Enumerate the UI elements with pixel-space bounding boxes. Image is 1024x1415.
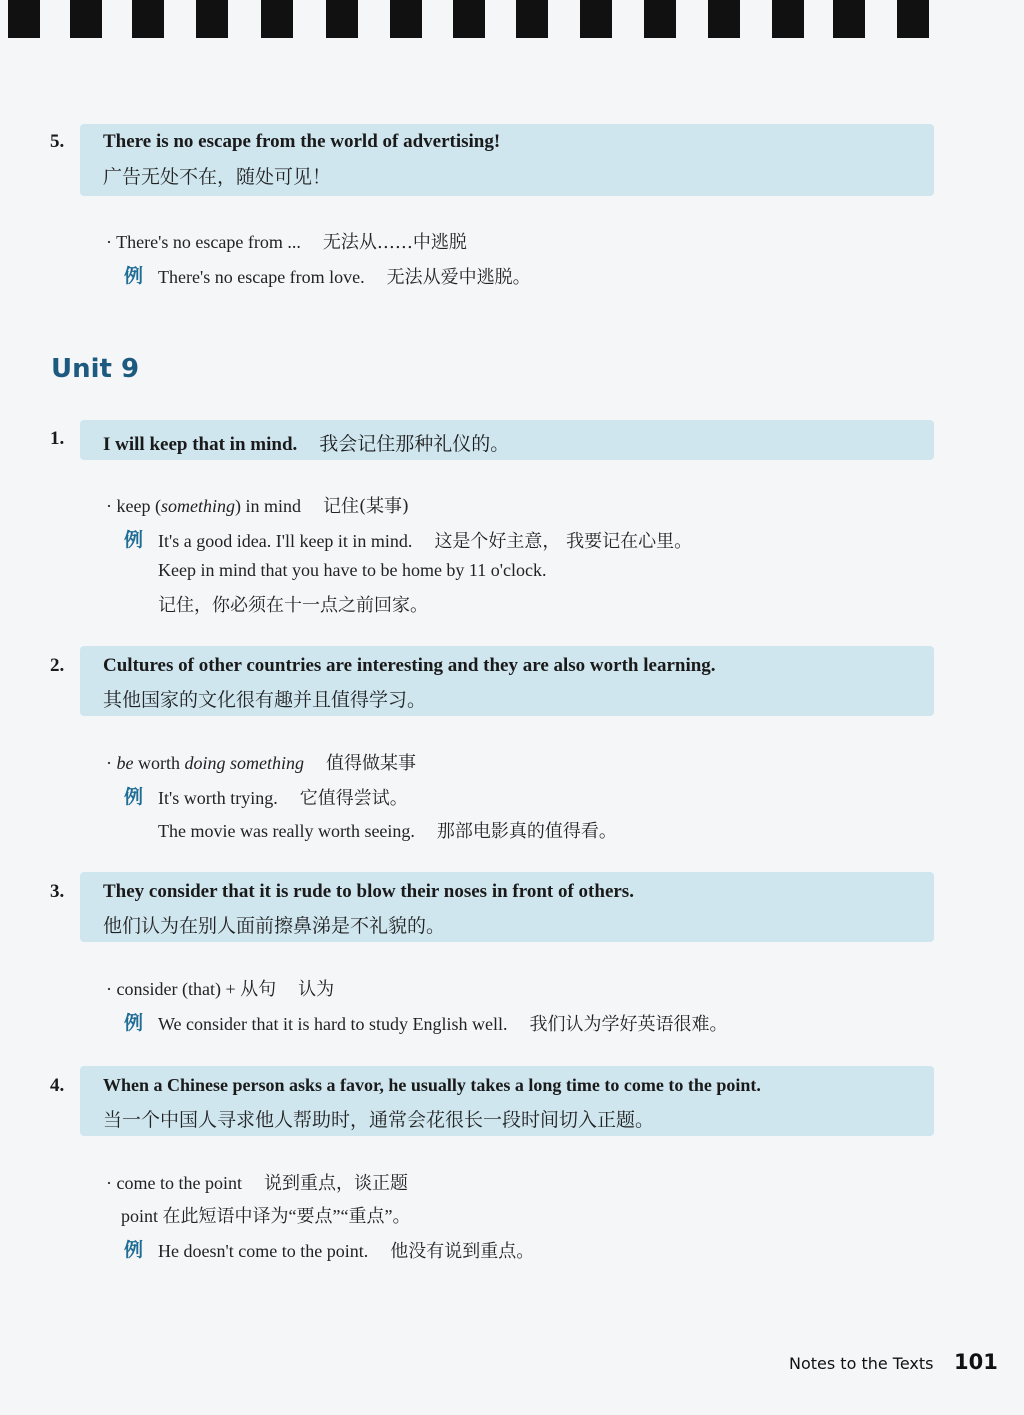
- note-number: 1.: [50, 428, 65, 449]
- note-sentence-band: [80, 872, 934, 942]
- sentence-english: I will keep that in mind. 我会记住那种礼仪的。: [103, 433, 510, 455]
- note-number: 5.: [50, 131, 65, 152]
- example-line: Keep in mind that you have to be home by 11 o'clock.: [158, 560, 547, 580]
- phrase: There's no escape from ...: [116, 232, 301, 252]
- sentence-english: There is no escape from the world of advertising!: [103, 131, 501, 152]
- example-marker: 例: [124, 529, 144, 551]
- phrase-line: · be worth doing something 值得做某事: [106, 753, 416, 774]
- note-line: point 在此短语中译为“要点”“重点”。: [121, 1206, 411, 1226]
- footer-section-label: Notes to the Texts: [789, 1354, 934, 1373]
- sentence-chinese: 当一个中国人寻求他人帮助时，通常会花很长一段时间切入正题。: [103, 1109, 655, 1131]
- example-marker: 例: [124, 786, 144, 808]
- example-line: He doesn't come to the point. 他没有说到重点。: [158, 1241, 535, 1262]
- note-sentence-band: [80, 124, 934, 196]
- page-number: 101: [954, 1350, 998, 1374]
- note-number: 2.: [50, 655, 65, 676]
- example-line: We consider that it is hard to study English well. 我们认为学好英语很难。: [158, 1014, 728, 1035]
- example-line: It's a good idea. I'll keep it in mind. 这是个好主意， 我要记在心里。: [158, 531, 693, 552]
- phrase-line: · keep (something) in mind 记住(某事): [106, 496, 410, 517]
- note-number: 3.: [50, 881, 65, 902]
- note-sentence-band: [80, 1066, 934, 1136]
- note-sentence-band: [80, 420, 934, 460]
- phrase-line: · consider (that) + 从句 认为: [106, 979, 335, 1000]
- example-marker: 例: [124, 1239, 144, 1261]
- note-number: 4.: [50, 1075, 65, 1096]
- sentence-chinese: 他们认为在别人面前擦鼻涕是不礼貌的。: [103, 915, 446, 937]
- sentence-english: Cultures of other countries are interesting and they are also worth learning.: [103, 655, 716, 676]
- example-line: The movie was really worth seeing. 那部电影真的值得看。: [158, 821, 617, 842]
- example-marker: 例: [124, 265, 144, 287]
- example-line: 记住，你必须在十一点之前回家。: [158, 595, 428, 616]
- example-marker: 例: [124, 1012, 144, 1034]
- note-sentence-band: [80, 646, 934, 716]
- sentence-chinese: 广告无处不在，随处可见！: [103, 166, 332, 188]
- sentence-chinese: 其他国家的文化很有趣并且值得学习。: [103, 689, 427, 711]
- phrase-translation: 无法从……中逃脱: [322, 232, 467, 253]
- phrase-line: · There's no escape from ... 无法从……中逃脱: [106, 232, 467, 253]
- sentence-english: They consider that it is rude to blow their noses in front of others.: [103, 881, 634, 902]
- example-line: There's no escape from love. 无法从爱中逃脱。: [158, 267, 531, 288]
- example-line: It's worth trying. 它值得尝试。: [158, 788, 408, 809]
- spiral-binding: [0, 0, 1024, 40]
- unit-heading: Unit 9: [51, 354, 140, 384]
- sentence-english: When a Chinese person asks a favor, he usually takes a long time to come to the point.: [103, 1075, 761, 1095]
- phrase-line: · come to the point 说到重点，谈正题: [106, 1173, 408, 1194]
